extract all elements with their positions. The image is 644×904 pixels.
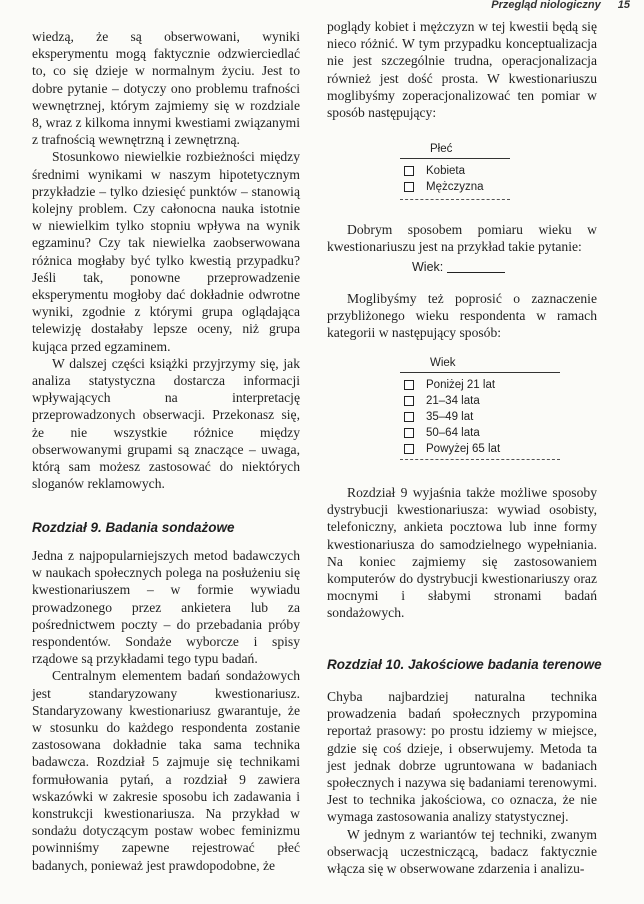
right-column-p1 <box>327 18 597 121</box>
right-column-p2 <box>327 221 597 255</box>
age-question: Wiek: <box>412 260 505 274</box>
option-kobieta[interactable]: Kobieta <box>404 163 510 179</box>
chapter-heading-10: Rozdział 10. Jakościowe badania terenowe <box>327 657 602 672</box>
left-column-top <box>32 28 300 492</box>
checkbox[interactable] <box>404 166 414 176</box>
form-rule <box>400 459 560 460</box>
right-column-p5 <box>327 688 597 877</box>
paragraph: W dalszej części książki przyjrzymy się, jak analiza statystyczna dostarcza informacji wpływających na interpretację przeprowadzonych obserwacji. Przekonasz się, że nie wszystkie różnice między obserwowanymi grupami są znaczące – uwaga, którą sam możesz zastosować do niektórych sloganów reklamowych. <box>32 355 300 492</box>
paragraph: Dobrym sposobem pomiaru wieku w kwestionariuszu jest na przykład takie pytanie: <box>327 222 597 255</box>
option-age-5[interactable]: Powyżej 65 lat <box>404 441 560 457</box>
chapter-heading-9: Rozdział 9. Badania sondażowe <box>32 520 235 535</box>
checkbox[interactable] <box>404 412 414 422</box>
paragraph: poglądy kobiet i mężczyzn w tej kwestii będą się nieco różnić. W tym przypadku konceptualizacja nie jest szczególnie trudna, operacjonalizacja również jest dość prosta. W kwestionariuszu moglibyśmy zoperacjonalizować ten pomiar w sposób następujący: <box>327 19 597 121</box>
gender-form <box>400 143 510 200</box>
page-number: 15 <box>617 0 630 11</box>
right-column-p3 <box>327 290 597 342</box>
option-age-1[interactable]: Poniżej 21 lat <box>404 377 560 393</box>
paragraph: Stosunkowo niewielkie rozbieżności między średnimi wynikami w naszym hipotetycznym przykładzie – tylko dziesięć punktów – stanowią kolejny problem. Czy całonocna nauka istotnie w niewielkim tylko stopniu wpływa na wynik egzaminu? Czy tak niewielka zaobserwowana różnica mogłaby być tylko kwestią przypadku? Jeśli tak, ponowne przeprowadzenie eksperymentu mogłoby dać dokładnie odwrotne wyniki, zgodnie z którymi grupa oglądająca telewizję dostałaby lepsze oceny, niż grupa kująca przed egzaminem. <box>32 149 300 354</box>
paragraph: Chyba najbardziej naturalna technika prowadzenia badań społecznych przypomina reportaż prasowy: po prostu idziemy w miejsce, gdzie się coś dzieje, i obserwujemy. Metoda ta jest jednak dobrze ugruntowana w badaniach społecznych i nazywa się badaniami terenowymi. Jest to technika jakościowa, co oznacza, że nie wymaga zastosowania analizy statystycznej. <box>327 689 597 825</box>
paragraph: Centralnym elementem badań sondażowych jest standaryzowany kwestionariusz. Standaryzowany kwestionariusz gwarantuje, że w stosunku do każdego respondenta zostanie zastosowana dokładnie taka sama technika badawcza. Rozdział 5 zajmuje się technikami formułowania pytań, a rozdział 9 zawiera wskazówki w zakresie sposobu ich zadawania i konstrukcji kwestionariusza. Na przykład w sondażu dotyczącym postaw wobec feminizmu powinniśmy zapewne rejestrować płeć badanych, ponieważ jest prawdopodobne, że <box>32 668 300 873</box>
gender-form-title: Płeć <box>430 143 453 155</box>
option-age-4[interactable]: 50–64 lata <box>404 425 560 441</box>
right-column-p4 <box>327 484 597 622</box>
checkbox[interactable] <box>404 444 414 454</box>
form-rule <box>400 199 510 200</box>
checkbox[interactable] <box>404 428 414 438</box>
paragraph: Moglibyśmy też poprosić o zaznaczenie przybliżonego wieku respondenta w ramach kategorii w następujący sposób: <box>327 291 597 341</box>
option-age-3[interactable]: 35–49 lat <box>404 409 560 425</box>
paragraph: Jedna z najpopularniejszych metod badawczych w naukach społecznych polega na posłużeniu się kwestionariuszem – w formie wywiadu prowadzonego przez ankietera lub za pośrednictwem poczty – do przebadania próby respondentów. Sondaże wyborcze i spisy rządowe są przykładami tego typu badań. <box>32 548 300 667</box>
option-age-2[interactable]: 21–34 lata <box>404 393 560 409</box>
running-header <box>420 0 630 14</box>
age-form-title: Wiek <box>430 357 456 369</box>
running-title: Przegląd niologiczny <box>491 0 601 11</box>
paragraph: W jednym z wariantów tej techniki, zwanym obserwacją uczestniczącą, badacz faktycznie włącza się w obserwowane zdarzenia i analizu- <box>327 826 597 877</box>
checkbox[interactable] <box>404 182 414 192</box>
age-blank-field[interactable] <box>447 272 505 273</box>
paragraph: wiedzą, że są obserwowani, wyniki eksperymentu mogą faktycznie odzwierciedlać to, co się dzieje w normalnym życiu. Jest to dobre pytanie – dotyczy ono problemu trafności wewnętrznej, którym zajmiemy się w rozdziale 8, wraz z kilkoma innymi kwestiami związanymi z trafnością wewnętrzną i zewnętrzną. <box>32 29 300 148</box>
age-form <box>400 357 560 460</box>
option-mezczyzna[interactable]: Mężczyzna <box>404 179 510 195</box>
checkbox[interactable] <box>404 396 414 406</box>
left-column-bottom <box>32 547 300 874</box>
checkbox[interactable] <box>404 380 414 390</box>
paragraph: Rozdział 9 wyjaśnia także możliwe sposoby dystrybucji kwestionariusza: wywiad osobisty, telefoniczny, ankieta pocztowa lub inne formy kwestionariusza do samodzielnego wypełniania. Na koniec zajmiemy się zastosowaniem komputerów do dystrybucji kwestionariuszy oraz mocnymi i słabymi stronami badań sondażowych. <box>327 485 597 621</box>
